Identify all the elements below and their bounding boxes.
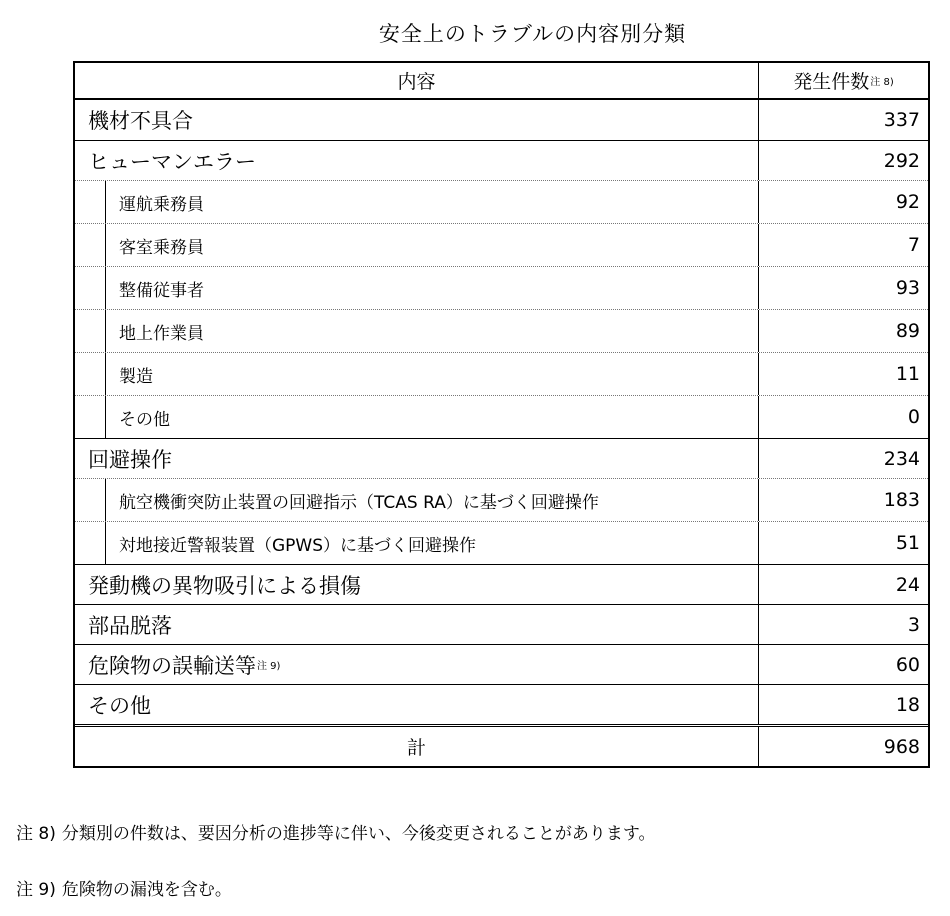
footnote-text: 分類別の件数は、要因分析の進捗等に伴い、今後変更されることがあります。	[61, 824, 656, 844]
total-count: 968	[758, 727, 928, 766]
category-row	[75, 438, 928, 478]
subcategory-row	[75, 352, 928, 395]
category-label-cell	[75, 565, 758, 604]
table-title: 安全上のトラブルの内容別分類	[378, 22, 687, 46]
subcategory-label: 運航乗務員	[105, 181, 758, 223]
subcategory-count: 92	[758, 181, 928, 223]
category-count: 234	[758, 439, 928, 478]
category-count: 337	[758, 100, 928, 140]
header-content: 内容	[397, 71, 436, 93]
category-row	[75, 100, 928, 140]
table-body	[75, 100, 928, 724]
subcategory-count: 89	[758, 310, 928, 352]
subcategory-count: 93	[758, 267, 928, 309]
category-row	[75, 604, 928, 644]
footnote-text: 危険物の漏洩を含む。	[61, 880, 232, 900]
category-row	[75, 684, 928, 724]
subcategory-label: 地上作業員	[105, 310, 758, 352]
category-count: 60	[758, 645, 928, 684]
footnote-9	[16, 875, 232, 900]
category-row	[75, 644, 928, 684]
footnote-label: 注 8)	[16, 824, 56, 844]
subcategory-label: 製造	[105, 353, 758, 395]
subcategory-row	[75, 309, 928, 352]
subcategory-count: 51	[758, 522, 928, 564]
subcategory-label: 対地接近警報装置（GPWS）に基づく回避操作	[105, 522, 758, 564]
category-label: 発動機の異物吸引による損傷	[88, 573, 361, 598]
category-row	[75, 564, 928, 604]
category-label: 機材不具合	[88, 109, 193, 133]
subcategory-row	[75, 266, 928, 309]
subcategory-label: 客室乗務員	[105, 224, 758, 266]
total-row	[75, 724, 928, 766]
subcategory-row	[75, 478, 928, 521]
category-label-cell	[75, 685, 758, 724]
category-label: その他	[88, 693, 151, 718]
subcategory-row	[75, 395, 928, 438]
subcategory-count: 7	[758, 224, 928, 266]
header-count	[758, 63, 928, 98]
category-label-cell	[75, 100, 758, 140]
category-row	[75, 140, 928, 180]
trouble-classification-table	[73, 61, 930, 768]
header-count-label: 発生件数	[793, 71, 870, 93]
category-count: 292	[758, 141, 928, 180]
subcategory-row	[75, 223, 928, 266]
category-label: 回避操作	[88, 447, 172, 472]
header-count-note: 注 8)	[870, 77, 894, 88]
category-label-cell	[75, 439, 758, 478]
category-label: ヒューマンエラー	[88, 149, 256, 174]
subcategory-count: 0	[758, 396, 928, 438]
subcategory-count: 183	[758, 479, 928, 521]
subcategory-row	[75, 180, 928, 223]
category-count: 24	[758, 565, 928, 604]
total-label: 計	[406, 737, 426, 759]
subcategory-count: 11	[758, 353, 928, 395]
footnote-label: 注 9)	[16, 880, 56, 900]
category-label-cell	[75, 645, 758, 684]
table-header-row	[75, 63, 928, 100]
footnote-8	[16, 819, 656, 844]
subcategory-label: 航空機衝突防止装置の回避指示（TCAS RA）に基づく回避操作	[105, 479, 758, 521]
category-label: 危険物の誤輸送等	[88, 653, 256, 678]
category-note: 注 9)	[257, 661, 281, 672]
category-label: 部品脱落	[88, 613, 172, 638]
category-label-cell	[75, 141, 758, 180]
subcategory-label: その他	[105, 396, 758, 438]
subcategory-label: 整備従事者	[105, 267, 758, 309]
category-count: 18	[758, 685, 928, 724]
subcategory-row	[75, 521, 928, 564]
category-label-cell	[75, 605, 758, 644]
category-count: 3	[758, 605, 928, 644]
